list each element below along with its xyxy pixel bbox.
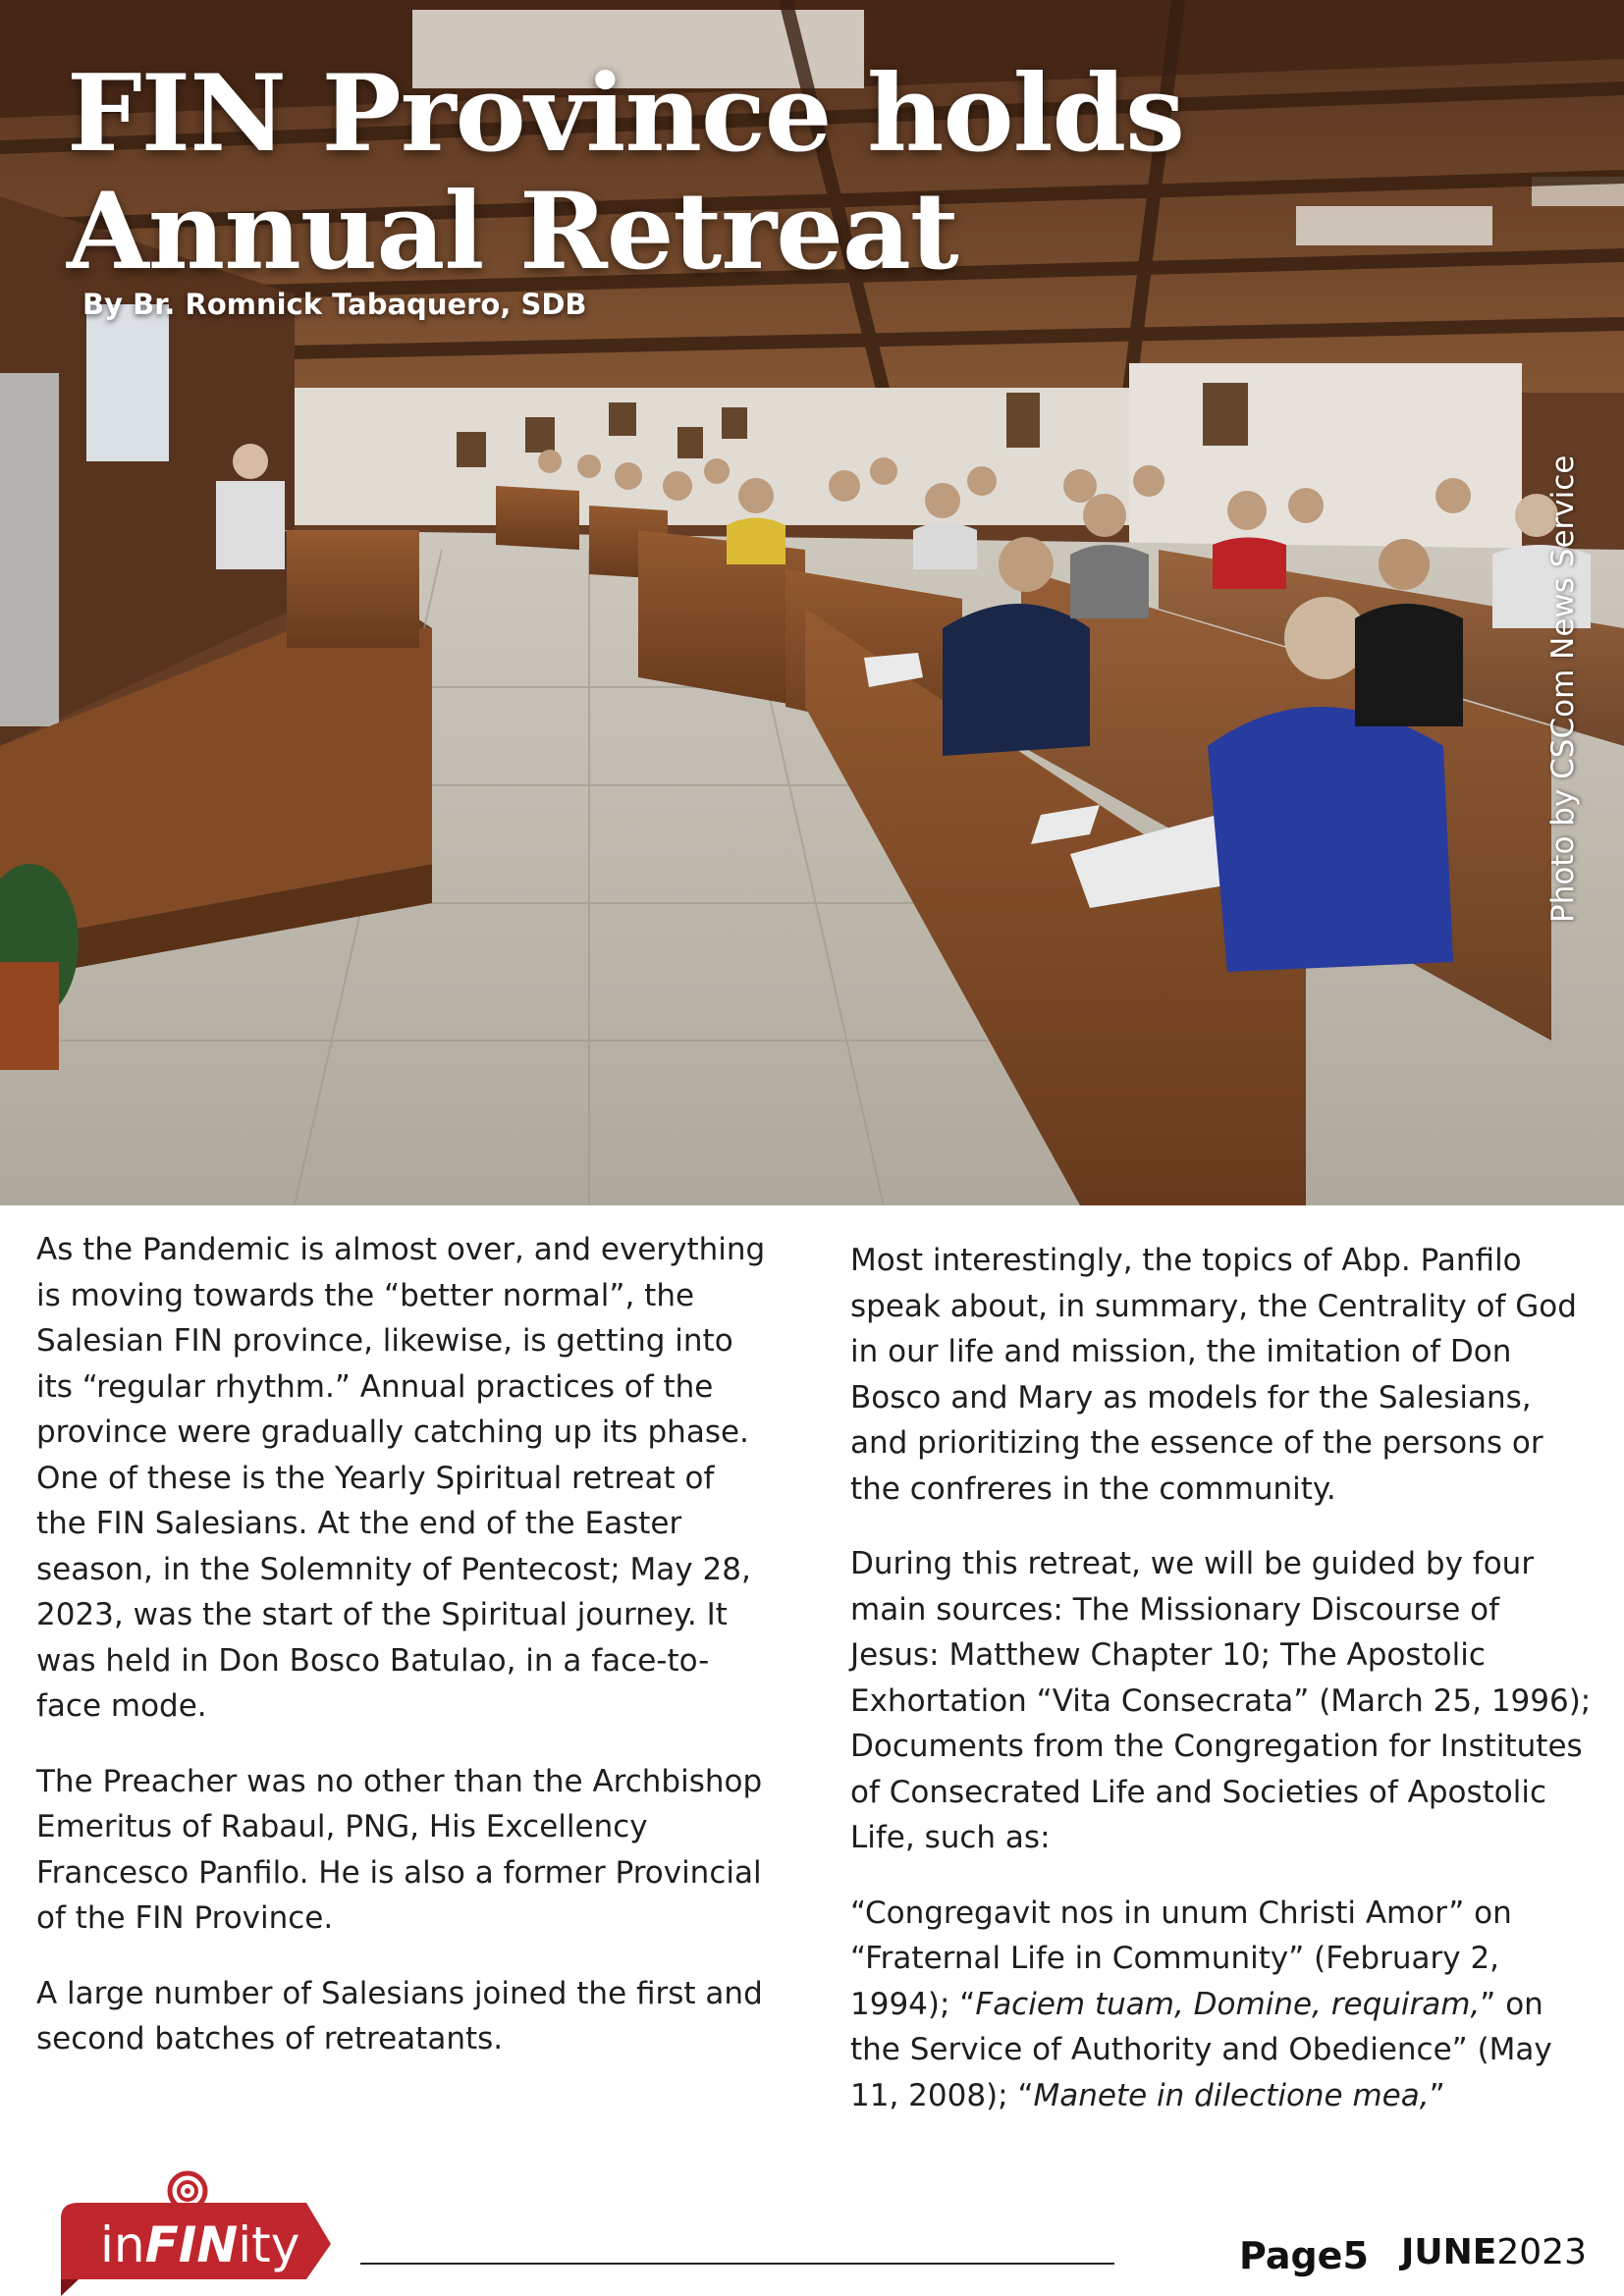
- issue-date: [1401, 2232, 1587, 2272]
- paragraph: The Preacher was no other than the Archbishop Emeritus of Rabaul, PNG, His Excellency Francesco Panfilo. He is also a former Provincial of the FIN Province.: [36, 1763, 763, 1936]
- paragraph: During this retreat, we will be guided by four main sources: The Missionary Discourse of Jesus: Matthew Chapter 10; The Apostolic Exhortation “Vita Consecrata” (March 25, 1996); Documents from the Congregation for Institutes of Consecrated Life and Societies of Apostolic Life, such as:: [850, 1546, 1592, 1855]
- text-run: ”: [1429, 2077, 1445, 2113]
- logo-prefix: in: [100, 2216, 145, 2273]
- issue-month: JUNE: [1401, 2232, 1497, 2272]
- footer-divider: [360, 2263, 1114, 2265]
- byline: By Br. Romnick Tabaquero, SDB: [82, 288, 587, 321]
- article-headline: [67, 52, 1184, 294]
- text-run: ” on the Service of Authority and Obedience” (May 11, 2008); “: [850, 1986, 1552, 2113]
- latin-title: Faciem tuam, Domine, requiram,: [975, 1986, 1481, 2022]
- headline-line-2: Annual Retreat: [67, 170, 958, 294]
- article-column-right: [850, 1238, 1592, 2148]
- paragraph: [850, 1891, 1592, 2119]
- paragraph: Most interestingly, the topics of Abp. Panfilo speak about, in summary, the Centrality of God in our life and mission, the imitation of Don Bosco and Mary as models for the Salesians, and prioritizing the essence of the persons or the confreres in the community.: [850, 1243, 1577, 1507]
- text-run: “Congregavit nos in unum Christi Amor” on “Fraternal Life in Community” (February 2, 1994); “: [850, 1895, 1512, 2022]
- headline-line-1: FIN Province holds: [67, 52, 1184, 176]
- logo-fin: FIN: [144, 2216, 239, 2273]
- latin-title: Manete in dilectione mea,: [1033, 2077, 1430, 2113]
- issue-year: 2023: [1496, 2232, 1587, 2272]
- logo-suffix: ity: [238, 2216, 300, 2273]
- article-column-left: [36, 1227, 768, 2092]
- page-number: Page5: [1239, 2234, 1369, 2277]
- infinity-logo: [51, 2169, 336, 2296]
- paragraph: A large number of Salesians joined the first and second batches of retreatants.: [36, 1975, 763, 2056]
- logo-wordmark: [100, 2216, 299, 2273]
- paragraph: As the Pandemic is almost over, and everything is moving towards the “better normal”, the Salesian FIN province, likewise, is getting into its “regular rhythm.” Annual practices of the province were gradually catching up its phase. One of these is the Yearly Spiritual retreat of the FIN Salesians. At the end of the Easter season, in the Solemnity of Pentecost; May 28, 2023, was the start of the Spiritual journey. It was held in Don Bosco Batulao, in a face-to-face mode.: [36, 1232, 766, 1724]
- photo-credit: Photo by CSCom News Service: [1545, 454, 1581, 923]
